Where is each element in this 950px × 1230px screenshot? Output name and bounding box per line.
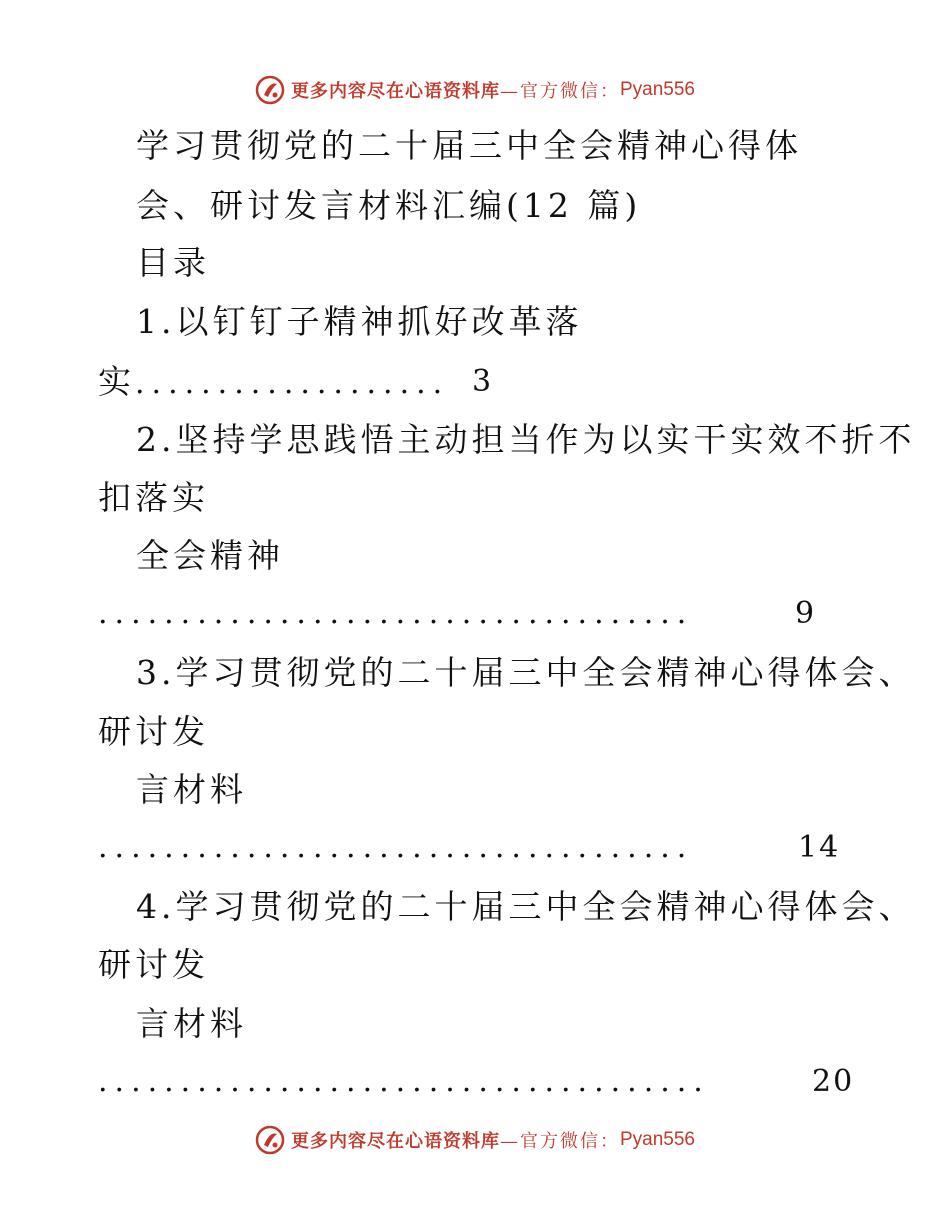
- watermark-id-text: Pyan556: [619, 79, 695, 100]
- document-title-line1: 学习贯彻党的二十届三中全会精神心得体: [136, 126, 802, 165]
- toc-item-2-page: 9: [795, 596, 817, 631]
- toc-item-1-title-cont: [98, 362, 449, 404]
- toc-item-2-title-cont: 扣落实: [98, 478, 209, 517]
- watermark-id-text: Pyan556: [619, 1129, 695, 1150]
- toc-item-3-page: 14: [798, 830, 841, 865]
- toc-item-4-title-cont: 研讨发: [98, 945, 209, 984]
- watermark-dash-text: —官方微信：: [499, 1131, 620, 1152]
- toc-item-1-page: 3: [472, 364, 494, 399]
- watermark-dash-text: —官方微信：: [499, 81, 620, 102]
- toc-item-3-leader: ....................................: [98, 830, 694, 865]
- toc-item-3-title: 3.学习贯彻党的二十届三中全会精神心得体会、: [136, 653, 916, 692]
- toc-item-3-title-cont: 研讨发: [98, 712, 209, 751]
- logo-icon: [255, 75, 285, 105]
- toc-item-2-title: 2.坚持学思践悟主动担当作为以实干实效不折不: [136, 420, 916, 459]
- header-watermark: [0, 72, 950, 108]
- logo-icon: [255, 1125, 285, 1155]
- toc-heading: 目录: [136, 243, 210, 282]
- document-title-line2: 会、研讨发言材料汇编(12 篇): [136, 186, 642, 225]
- watermark-main-text: 更多内容尽在心语资料库: [290, 81, 500, 102]
- watermark-main-text: 更多内容尽在心语资料库: [290, 1131, 500, 1152]
- toc-item-1-leader: ...................: [135, 366, 450, 401]
- toc-item-2-leader: ....................................: [98, 596, 694, 631]
- toc-item-4-leader: .....................................: [98, 1064, 710, 1099]
- toc-item-1-title: 1.以钉钉子精神抓好改革落: [136, 302, 583, 341]
- footer-watermark: [0, 1122, 950, 1158]
- toc-item-1-text: 实: [98, 362, 135, 401]
- toc-item-4-title: 4.学习贯彻党的二十届三中全会精神心得体会、: [136, 887, 916, 926]
- toc-item-4-page: 20: [812, 1064, 855, 1099]
- toc-item-4-title-cont2: 言材料: [136, 1004, 247, 1043]
- toc-item-3-title-cont2: 言材料: [136, 770, 247, 809]
- toc-item-2-title-cont2: 全会精神: [136, 536, 284, 575]
